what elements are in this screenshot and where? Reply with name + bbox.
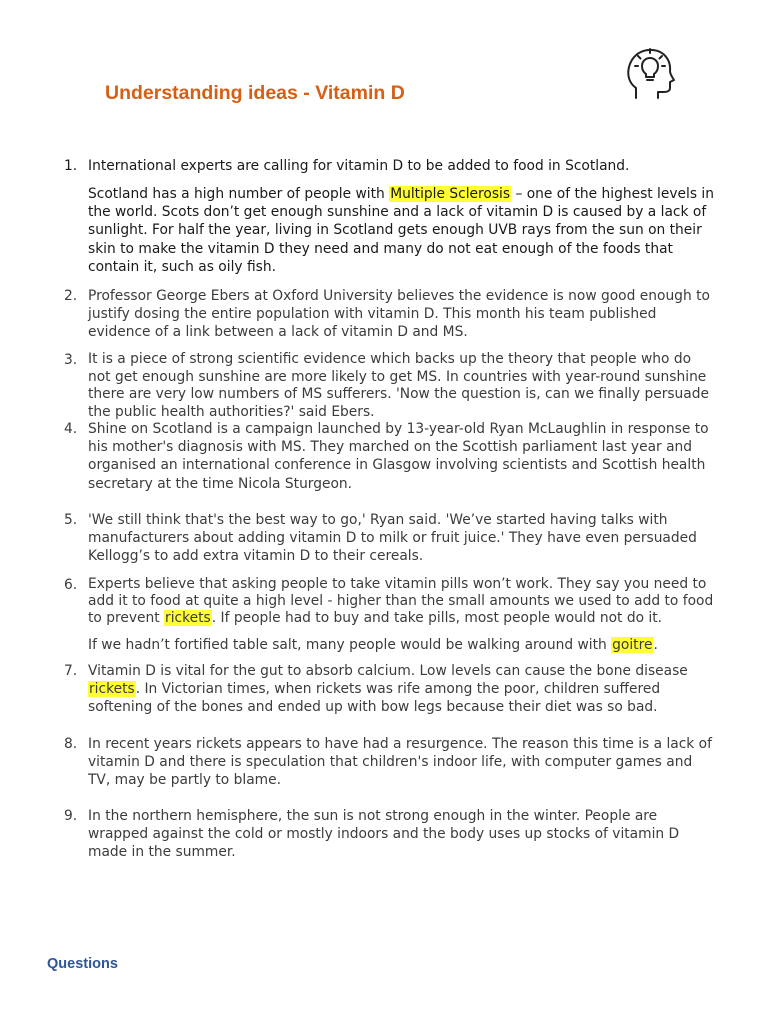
item-number: 5. bbox=[64, 512, 78, 528]
item-text: Shine on Scotland is a campaign launched by 13-year-old Ryan McLaughlin in response to his mother's diagnosis with MS. They marched on the Scottish parliament last year and organised an international conference in Glasgow involving scientists and Scottish health secretary at the time Nicola Sturgeon. bbox=[88, 421, 709, 492]
item-text-2: If we hadn’t fortified table salt, many people would be walking around with goitre. bbox=[88, 637, 658, 653]
item-number: 7. bbox=[64, 663, 78, 679]
item-text: Vitamin D is vital for the gut to absorb calcium. Low levels can cause the bone disease rickets. In Victorian times, when rickets was rife among the poor, children suffered softening of the bones and ended up with bow legs because their diet was so bad. bbox=[88, 663, 688, 716]
item-text: International experts are calling for vitamin D to be added to food in Scotland. bbox=[88, 158, 630, 174]
highlight-multiple-sclerosis: Multiple Sclerosis bbox=[390, 186, 511, 202]
questions-heading: Questions bbox=[47, 956, 118, 972]
item-number: 8. bbox=[64, 736, 78, 752]
item-text: In recent years rickets appears to have had a resurgence. The reason this time is a lack of vitamin D and there is speculation that children's indoor life, with computer games and TV, may be partly to blame. bbox=[88, 736, 712, 789]
item-text: In the northern hemisphere, the sun is not strong enough in the winter. People are wrapped against the cold or mostly indoors and the body uses up stocks of vitamin D made in the summer. bbox=[88, 808, 680, 861]
item-text-2: Scotland has a high number of people with Multiple Sclerosis – one of the highest levels in the world. Scots don’t get enough sunshine and a lack of vitamin D is caused by a lack of sunlight. For half the year, living in Scotland gets enough UVB rays from the sun on their skin to make the vitamin D they need and many do not eat enough of the foods that contain it, such as oily fish. bbox=[88, 186, 715, 275]
item-text: 'We still think that's the best way to go,' Ryan said. 'We’ve started having talks with manufacturers about adding vitamin D to milk or fruit juice.' They have even persuaded Kellogg’s to add extra vitamin D to their cereals. bbox=[88, 512, 697, 565]
item-text: Experts believe that asking people to take vitamin pills won’t work. They say you need to add it to food at quite a high level - higher than the small amounts we used to add to food to prevent rickets. If people had to buy and take pills, most people would not do it. bbox=[88, 576, 714, 626]
item-text: Professor George Ebers at Oxford University believes the evidence is now good enough to justify dosing the entire population with vitamin D. This month his team published evidence of a link between a lack of vitamin D and MS. bbox=[88, 288, 710, 341]
item-number: 6. bbox=[64, 577, 78, 593]
page-title: Understanding ideas - Vitamin D bbox=[105, 82, 405, 104]
highlight-rickets: rickets bbox=[165, 610, 211, 626]
item-text: It is a piece of strong scientific evidence which backs up the theory that people who do not get enough sunshine are more likely to get MS. In countries with year-round sunshine there are very low numbers of MS sufferers. 'Now the question is, can we finally persuade the public health authorities?' said Ebers. bbox=[88, 351, 709, 420]
item-number: 2. bbox=[64, 288, 78, 304]
item-number: 1. bbox=[64, 158, 78, 174]
item-number: 9. bbox=[64, 808, 78, 824]
item-number: 4. bbox=[64, 421, 78, 437]
item-number: 3. bbox=[64, 352, 78, 368]
lightbulb-head-icon bbox=[624, 44, 676, 100]
highlight-goitre: goitre bbox=[612, 637, 653, 653]
highlight-rickets: rickets bbox=[89, 681, 135, 698]
